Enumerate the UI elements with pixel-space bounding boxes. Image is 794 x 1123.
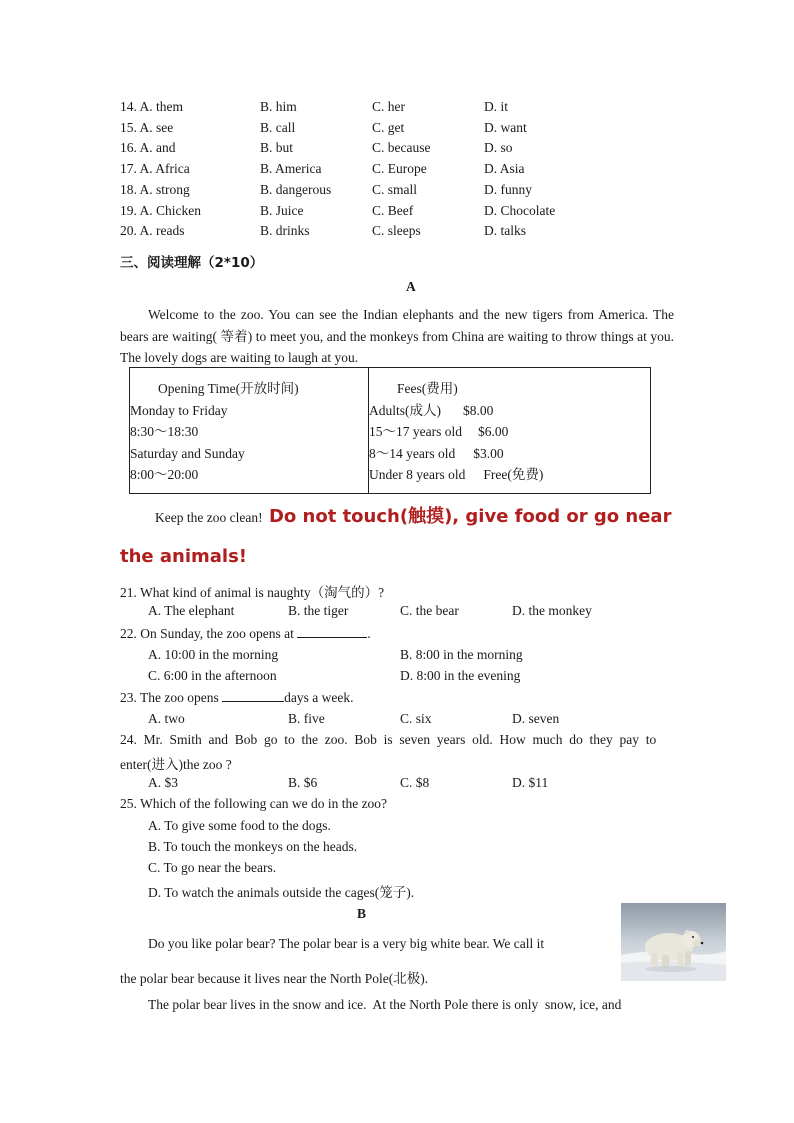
opening-time-line: 8:30～18:30 xyxy=(130,424,199,439)
option-b: B. call xyxy=(260,120,296,135)
notice-warning: Do not touch(触摸), give food or go near xyxy=(268,506,672,527)
fee-line xyxy=(369,464,650,486)
option-d: D. want xyxy=(484,120,527,135)
passage-b-line3: The polar bear lives in the snow and ice. At the North Pole there is only snow, ice, and xyxy=(148,997,622,1012)
fee-line xyxy=(369,421,650,443)
option-c: C. her xyxy=(372,99,405,114)
question-stem: 22. On Sunday, the zoo opens at xyxy=(120,626,294,641)
option-b: B. him xyxy=(260,99,297,114)
option-c: C. six xyxy=(400,711,432,726)
opening-time-line: Monday to Friday xyxy=(130,402,228,418)
option-a: A. $3 xyxy=(148,775,178,790)
question-stem: 23. The zoo opens xyxy=(120,690,219,705)
option-a: 18. A. strong xyxy=(120,182,190,197)
option-c: C. sleeps xyxy=(372,223,421,238)
passage-a-heading: A xyxy=(406,279,416,294)
question-stem-end: days a week. xyxy=(284,690,354,705)
opening-time-cell xyxy=(130,368,369,494)
polar-bear-image xyxy=(621,903,726,981)
option-d: D. funny xyxy=(484,182,532,197)
option-d: D. Chocolate xyxy=(484,203,556,218)
cloze-row-17 xyxy=(120,161,680,181)
fees-header: Fees(费用) xyxy=(397,381,458,396)
option-a: 14. A. them xyxy=(120,99,183,114)
option-c: C. Europe xyxy=(372,161,427,176)
opening-time-header: Opening Time(开放时间) xyxy=(158,381,299,396)
fee-price: $3.00 xyxy=(473,445,504,461)
passage-a-body: Welcome to the zoo. You can see the Indian elephants and the new tigers from America. The bears are waiting( 等着) to meet you, and the monkeys from China are waiting to throw things at you. The lovely dogs are waiting to laugh at you. xyxy=(120,307,674,365)
fee-price: $8.00 xyxy=(463,402,494,418)
option-d: D. so xyxy=(484,140,513,155)
fee-line xyxy=(369,400,650,422)
fee-label: 8～14 years old xyxy=(369,445,456,461)
option-a: A. 10:00 in the morning xyxy=(148,647,279,662)
option-d: D. seven xyxy=(512,711,560,726)
cloze-row-16 xyxy=(120,140,680,160)
option-c: C. the bear xyxy=(400,603,459,618)
answer-blank xyxy=(297,625,367,638)
option-c: C. Beef xyxy=(372,203,414,218)
answer-blank xyxy=(222,689,284,702)
question-25: 25. Which of the following can we do in the zoo? xyxy=(120,796,388,811)
option-a: 15. A. see xyxy=(120,120,174,135)
fee-price: Free(免费) xyxy=(483,467,544,482)
option-d: D. 8:00 in the evening xyxy=(400,668,521,683)
option-d: D. Asia xyxy=(484,161,525,176)
option-a: A. The elephant xyxy=(148,603,235,618)
passage-a-text xyxy=(120,304,674,369)
option-a: A. To give some food to the dogs. xyxy=(148,818,331,833)
option-b: B. $6 xyxy=(288,775,318,790)
fee-label: 15～17 years old xyxy=(369,424,462,439)
passage-b-line1: Do you like polar bear? The polar bear is a very big white bear. We call it xyxy=(148,936,545,951)
option-a: 19. A. Chicken xyxy=(120,203,201,218)
question-24-line1: 24. Mr. Smith and Bob go to the zoo. Bob is seven years old. How much do they pay to xyxy=(120,732,657,747)
option-c: C. 6:00 in the afternoon xyxy=(148,668,277,683)
cloze-row-15 xyxy=(120,120,680,140)
question-21: 21. What kind of animal is naughty（淘气的）? xyxy=(120,585,385,600)
option-d: D. it xyxy=(484,99,509,114)
question-22-options-row1 xyxy=(148,647,668,667)
option-b: B. Juice xyxy=(260,203,304,218)
notice-warning-cont: the animals! xyxy=(120,546,248,567)
zoo-notice xyxy=(155,505,671,530)
opening-time-line: 8:00～20:00 xyxy=(130,467,199,482)
option-b: B. 8:00 in the morning xyxy=(400,647,523,662)
question-stem-end: . xyxy=(367,626,371,641)
passage-b-line2: the polar bear because it lives near the North Pole(北极). xyxy=(120,971,429,986)
option-c: C. $8 xyxy=(400,775,430,790)
zoo-info-table xyxy=(129,367,651,494)
cloze-row-18 xyxy=(120,182,680,202)
question-24-line2: enter(进入)the zoo ? xyxy=(120,757,232,772)
option-b: B. dangerous xyxy=(260,182,332,197)
option-d: D. the monkey xyxy=(512,603,592,618)
question-22 xyxy=(120,625,371,642)
option-b: B. To touch the monkeys on the heads. xyxy=(148,839,358,854)
cloze-row-20 xyxy=(120,223,680,243)
option-d: D. $11 xyxy=(512,775,549,790)
cloze-row-19 xyxy=(120,203,680,223)
option-b: B. but xyxy=(260,140,294,155)
option-b: B. drinks xyxy=(260,223,310,238)
question-23 xyxy=(120,689,353,706)
option-c: C. get xyxy=(372,120,405,135)
option-a: 20. A. reads xyxy=(120,223,185,238)
option-b: B. the tiger xyxy=(288,603,349,618)
fees-cell xyxy=(369,368,651,494)
opening-time-line: Saturday and Sunday xyxy=(130,445,245,461)
option-c: C. small xyxy=(372,182,418,197)
option-b: B. five xyxy=(288,711,325,726)
question-22-options-row2 xyxy=(148,668,668,688)
option-d: D. talks xyxy=(484,223,526,238)
question-23-options xyxy=(148,711,668,731)
fee-label: Adults(成人) xyxy=(369,402,441,418)
option-a: 17. A. Africa xyxy=(120,161,190,176)
fee-line xyxy=(369,443,650,465)
question-21-options xyxy=(148,603,668,623)
option-d: D. To watch the animals outside the cages(笼子). xyxy=(148,885,415,900)
fee-label: Under 8 years old xyxy=(369,467,466,482)
option-b: B. America xyxy=(260,161,322,176)
option-a: A. two xyxy=(148,711,185,726)
option-c: C. because xyxy=(372,140,431,155)
question-24-options xyxy=(148,775,668,795)
cloze-row-14 xyxy=(120,99,680,119)
fee-price: $6.00 xyxy=(477,424,509,439)
section-title: 三、阅读理解（2*10） xyxy=(120,255,264,271)
notice-plain: Keep the zoo clean! xyxy=(155,510,263,525)
option-c: C. To go near the bears. xyxy=(148,860,277,875)
option-a: 16. A. and xyxy=(120,140,176,155)
passage-b-heading: B xyxy=(357,906,367,921)
